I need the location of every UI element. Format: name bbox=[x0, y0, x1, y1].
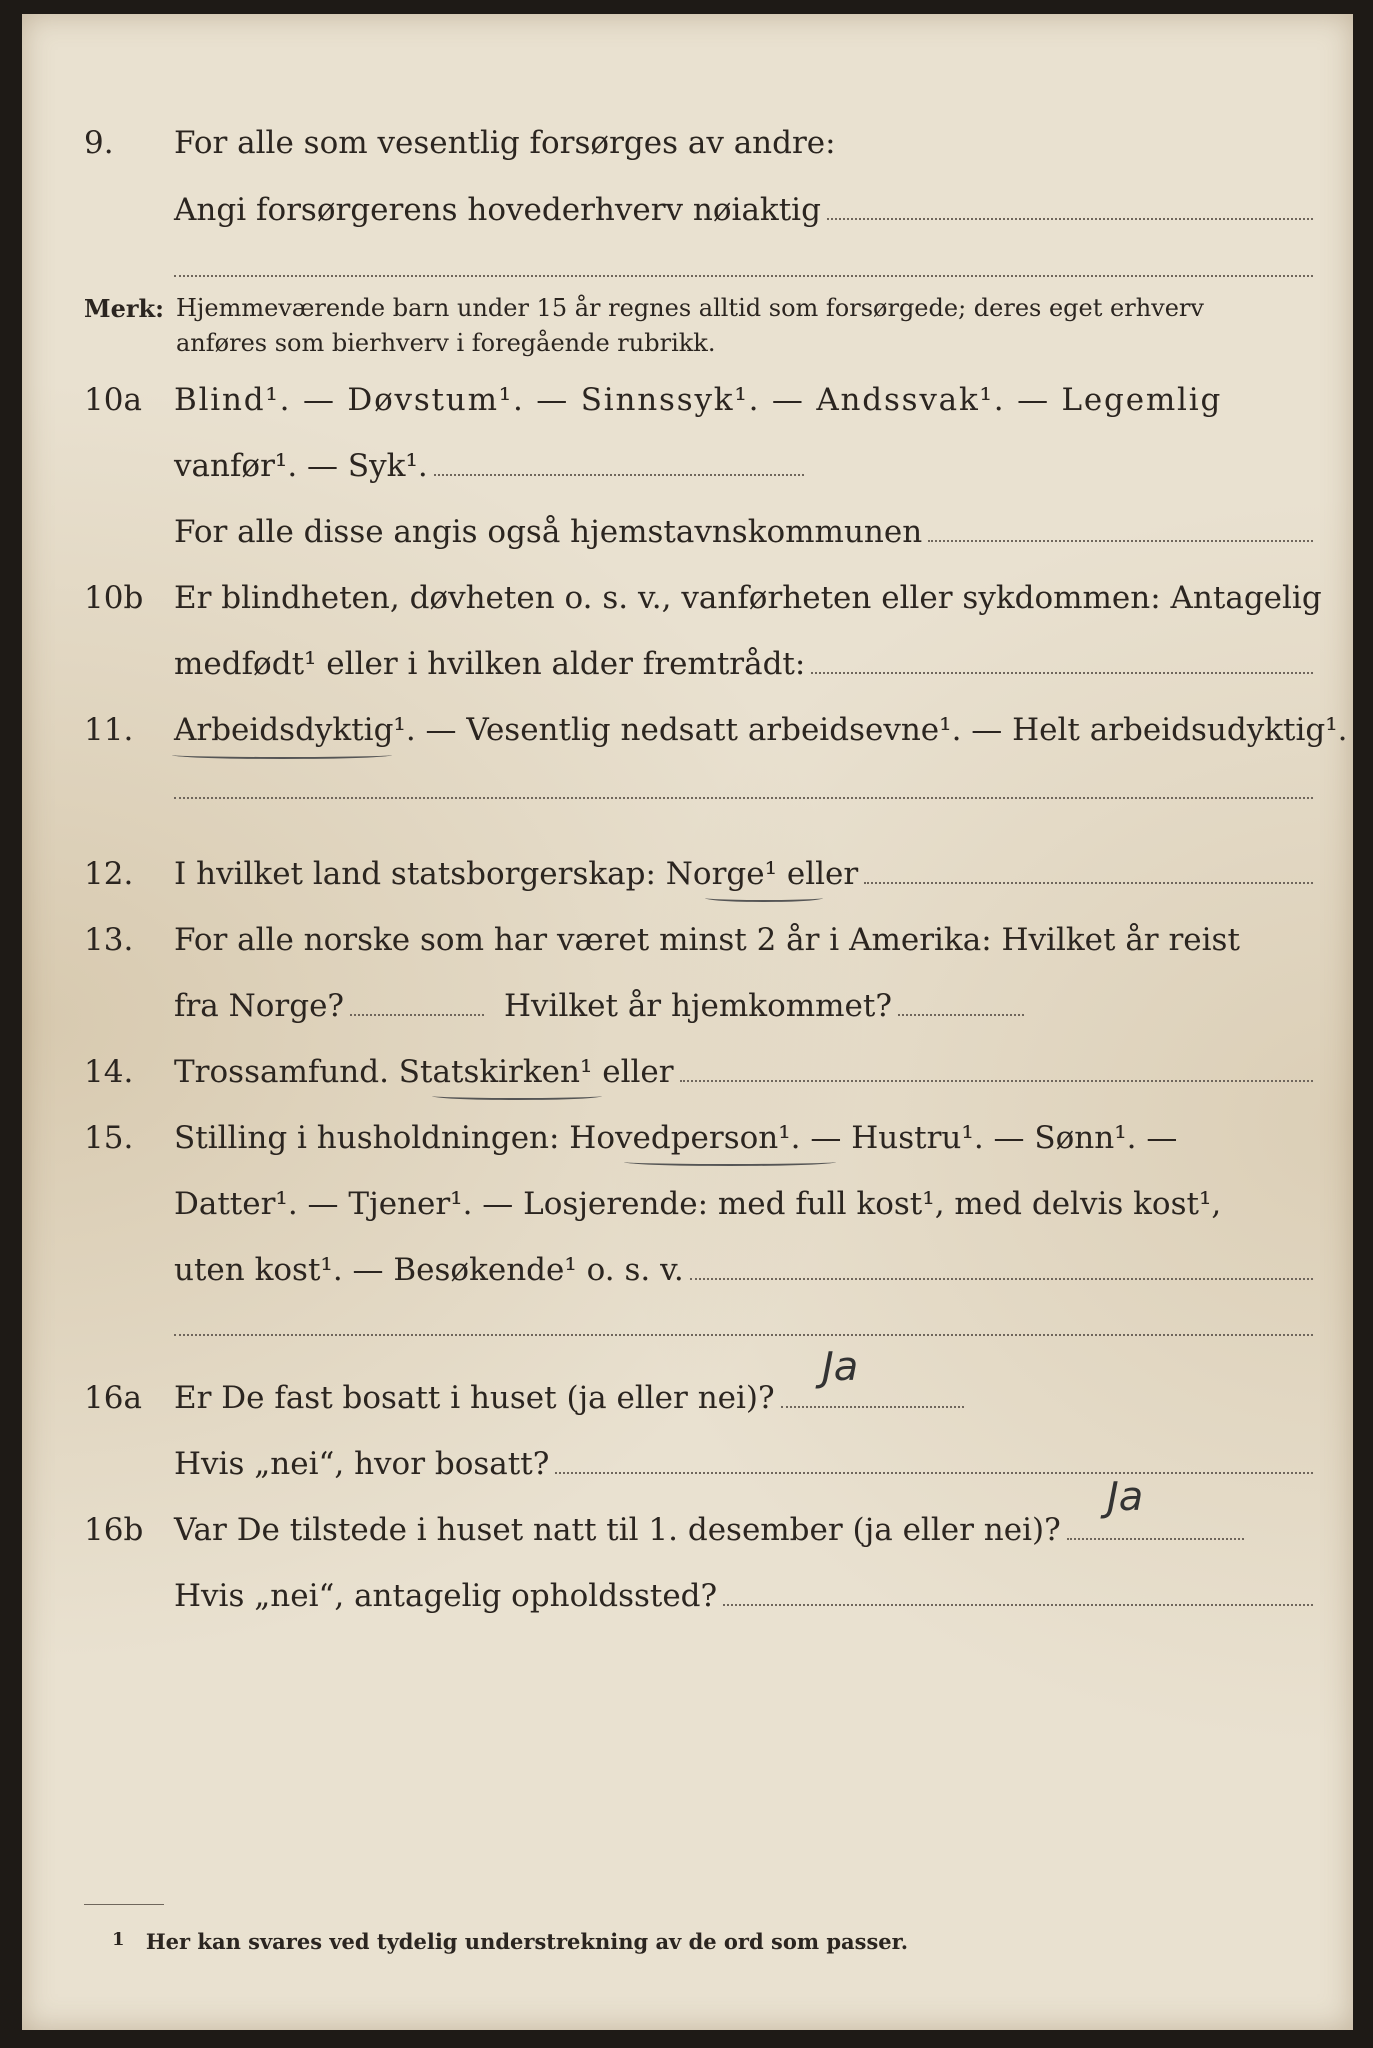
q10a-question-2: vanfør¹. — Syk¹. bbox=[174, 448, 428, 484]
q9-row1 bbox=[22, 119, 1353, 169]
q9-answer-line-2[interactable] bbox=[174, 275, 1313, 277]
q15-answer-line-2[interactable] bbox=[174, 1334, 1313, 1336]
q13-row1 bbox=[22, 916, 1353, 966]
q13-row2 bbox=[22, 982, 1353, 1032]
q10b-row2 bbox=[22, 640, 1353, 690]
q11-question: Arbeidsdyktig¹. — Vesentlig nedsatt arbeidsevne¹. — Helt arbeidsudyktig¹. bbox=[174, 712, 1348, 748]
q10b-number: 10b bbox=[84, 580, 144, 616]
q14-number: 14. bbox=[84, 1054, 134, 1090]
q13-return-prompt: Hvilket år hjemkommet? bbox=[504, 988, 892, 1024]
q12-row1 bbox=[22, 850, 1353, 900]
merk-text-1: Hjemmeværende barn under 15 år regnes alltid som forsørgede; deres eget erhverv bbox=[176, 294, 1204, 322]
q10a-row3 bbox=[22, 508, 1353, 558]
q10a-number: 10a bbox=[84, 382, 142, 418]
q15-row2 bbox=[22, 1180, 1353, 1230]
q13-departure-line[interactable] bbox=[350, 1014, 484, 1016]
q10a-hometown-line[interactable] bbox=[928, 540, 1313, 542]
q13-number: 13. bbox=[84, 922, 134, 958]
q15-question-2: Datter¹. — Tjener¹. — Losjerende: med full kost¹, med delvis kost¹, bbox=[174, 1186, 1222, 1222]
q13-return-line[interactable] bbox=[898, 1014, 1024, 1016]
footnote-mark: 1 bbox=[112, 1929, 125, 1950]
q16a-residence-prompt: Hvis „nei“, hvor bosatt? bbox=[174, 1446, 550, 1482]
q16b-row2 bbox=[22, 1572, 1353, 1622]
q11-row1 bbox=[22, 706, 1353, 756]
q16b-question: Var De tilstede i huset natt til 1. desember (ja eller nei)? bbox=[174, 1512, 1061, 1548]
q16b-row1 bbox=[22, 1506, 1353, 1556]
q14-question: Trossamfund. Statskirken¹ eller bbox=[174, 1054, 674, 1090]
footnote-text: Her kan svares ved tydelig understrekning av de ord som passer. bbox=[145, 1929, 909, 1954]
q12-question: I hvilket land statsborgerskap: Norge¹ eller bbox=[174, 856, 859, 892]
q16a-number: 16a bbox=[84, 1380, 142, 1416]
q9-number: 9. bbox=[84, 125, 114, 161]
q13-departure-prompt: fra Norge? bbox=[174, 988, 345, 1024]
q16a-handwritten-answer: Ja bbox=[822, 1344, 859, 1390]
q14-answer-line[interactable] bbox=[680, 1080, 1313, 1082]
q12-underline-mark bbox=[705, 894, 823, 902]
q16a-question: Er De fast bosatt i huset (ja eller nei)? bbox=[174, 1380, 775, 1416]
q10b-question: Er blindheten, døvheten o. s. v., vanførheten eller sykdommen: Antagelig bbox=[174, 580, 1322, 616]
q15-question: Stilling i husholdningen: Hovedperson¹. — Hustru¹. — Sønn¹. — bbox=[174, 1120, 1178, 1156]
q11-number: 11. bbox=[84, 712, 134, 748]
merk-label: Merk: bbox=[84, 294, 164, 323]
q14-underline-mark bbox=[432, 1092, 602, 1100]
q12-answer-line[interactable] bbox=[864, 882, 1313, 884]
q9-question: For alle som vesentlig forsørges av andre: bbox=[174, 125, 836, 161]
q10a-question: Blind¹. — Døvstum¹. — Sinnssyk¹. — Andssvak¹. — Legemlig bbox=[174, 382, 1223, 418]
merk-note bbox=[84, 294, 1204, 323]
q14-row1 bbox=[22, 1048, 1353, 1098]
q16b-answer-line[interactable] bbox=[1067, 1538, 1244, 1540]
q15-underline-mark bbox=[624, 1158, 836, 1166]
q16a-row2 bbox=[22, 1440, 1353, 1490]
q15-answer-line[interactable] bbox=[690, 1278, 1313, 1280]
q10b-answer-line[interactable] bbox=[811, 672, 1313, 674]
q10a-answer-line[interactable] bbox=[434, 474, 804, 476]
q9-question-2: Angi forsørgerens hovederhverv nøiaktig bbox=[174, 192, 821, 228]
q10a-row2 bbox=[22, 442, 1353, 492]
q10b-question-2: medfødt¹ eller i hvilken alder fremtrådt: bbox=[174, 646, 806, 682]
q10a-hometown-prompt: For alle disse angis også hjemstavnskommunen bbox=[174, 514, 923, 550]
q11-answer-line[interactable] bbox=[174, 797, 1313, 799]
q13-question: For alle norske som har været minst 2 år i Amerika: Hvilket år reist bbox=[174, 922, 1240, 958]
q15-number: 15. bbox=[84, 1120, 134, 1156]
footnote bbox=[112, 1929, 908, 1954]
q16a-answer-line[interactable] bbox=[781, 1406, 964, 1408]
q16b-number: 16b bbox=[84, 1512, 144, 1548]
q15-question-3: uten kost¹. — Besøkende¹ o. s. v. bbox=[174, 1252, 684, 1288]
q11-underline-mark bbox=[172, 751, 392, 759]
q10a-row1 bbox=[22, 376, 1353, 426]
q10b-row1 bbox=[22, 574, 1353, 624]
q9-row2 bbox=[22, 186, 1353, 236]
q16a-residence-line[interactable] bbox=[555, 1472, 1313, 1474]
census-form-page bbox=[22, 14, 1353, 2030]
q12-number: 12. bbox=[84, 856, 134, 892]
q15-row1 bbox=[22, 1114, 1353, 1164]
footnote-separator bbox=[84, 1904, 164, 1905]
q15-row3 bbox=[22, 1246, 1353, 1296]
q16b-location-line[interactable] bbox=[723, 1604, 1313, 1606]
merk-text-2: anføres som bierhverv i foregående rubrikk. bbox=[176, 329, 716, 357]
q16b-handwritten-answer: Ja bbox=[1107, 1474, 1144, 1520]
q16b-location-prompt: Hvis „nei“, antagelig opholdssted? bbox=[174, 1578, 718, 1614]
q16a-row1 bbox=[22, 1374, 1353, 1424]
q9-answer-line[interactable] bbox=[827, 218, 1313, 220]
